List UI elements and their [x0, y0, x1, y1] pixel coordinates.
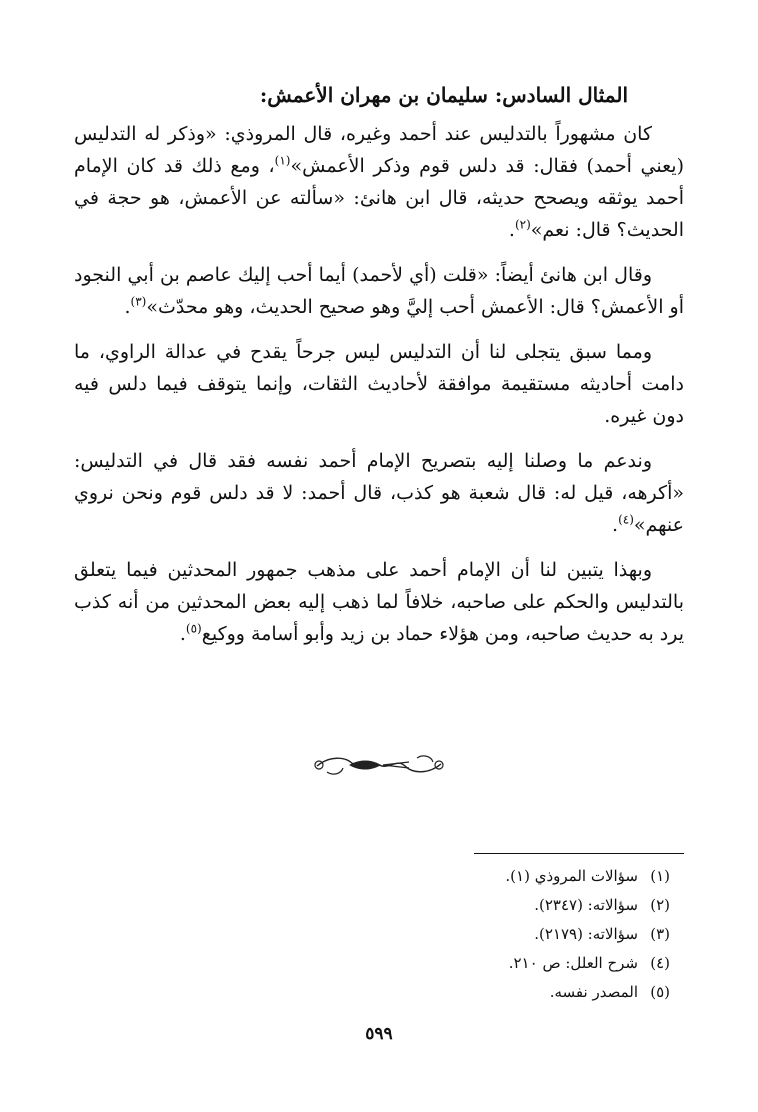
footnote-number: (٤) — [650, 954, 670, 972]
footnote-item — [370, 949, 670, 978]
footnote-number: (٢) — [650, 896, 670, 914]
footnote-number: (٣) — [650, 925, 670, 943]
paragraph-text: وقال ابن هانئ أيضاً: «قلت (أي لأحمد) أيما أحب إليك عاصم بن أبي النجود أو الأعمش؟ قال: الأعمش أحب إليَّ وهو صحيح الحديث، وهو محدّث» — [74, 264, 684, 318]
footnote-text: شرح العلل: ص ٢١٠. — [508, 954, 638, 972]
paragraph-text: ومما سبق يتجلى لنا أن التدليس ليس جرحاً يقدح في عدالة الراوي، ما دامت أحاديثه مستقيمة موافقة لأحاديث الثقات، وإنما يتوقف فيما دلس فيه دون غيره. — [74, 341, 684, 427]
footnote-item — [370, 891, 670, 920]
footnote-ref[interactable]: (١) — [274, 153, 291, 168]
footnote-text: سؤالاته: (٢٣٤٧). — [534, 896, 638, 914]
footnote-item — [370, 920, 670, 949]
page-number: ٥٩٩ — [365, 1024, 393, 1044]
footnote-item — [370, 978, 670, 1007]
paragraph-text: كان مشهوراً بالتدليس عند أحمد وغيره، قال المروذي: «وذكر له التدليس (يعني أحمد) فقال: قد دلس قوم وذكر الأعمش» — [74, 123, 684, 177]
paragraph — [74, 445, 684, 541]
paragraph — [74, 118, 684, 246]
ornament-graphic — [309, 750, 449, 780]
footnote-item — [370, 862, 670, 891]
main-text — [74, 80, 684, 663]
paragraph-end: . — [179, 623, 186, 645]
section-heading: المثال السادس: سليمان بن مهران الأعمش: — [259, 83, 628, 107]
footnote-text: سؤالات المروذي (١). — [505, 867, 638, 885]
footnotes — [370, 862, 670, 1007]
paragraph — [74, 554, 684, 650]
footnote-ref[interactable]: (٥) — [185, 621, 202, 636]
footnote-separator — [474, 853, 684, 854]
paragraph-end: . — [612, 514, 619, 536]
footnote-text: سؤالاته: (٢١٧٩). — [534, 925, 638, 943]
paragraph — [74, 259, 684, 323]
paragraph-text: وبهذا يتبين لنا أن الإمام أحمد على مذهب جمهور المحدثين فيما يتعلق بالتدليس والحكم على صاحبه، خلافاً لما ذهب إليه بعض المحدثين من أنه كذب يرد به حديث صاحبه، ومن هؤلاء حماد بن زيد وأبو أسامة ووكيع — [74, 559, 684, 645]
footnote-ref[interactable]: (٤) — [618, 512, 634, 527]
footnote-ref[interactable]: (٢) — [514, 217, 531, 232]
footnote-number: (٥) — [650, 983, 670, 1001]
footnote-number: (١) — [650, 867, 670, 885]
decorative-divider-icon — [0, 750, 758, 780]
paragraph-end: . — [124, 296, 131, 318]
footnote-text: المصدر نفسه. — [549, 983, 638, 1001]
paragraph-text: وندعم ما وصلنا إليه بتصريح الإمام أحمد نفسه فقد قال في التدليس: «أكرهه، قيل له: قال شعبة هو كذب، قال أحمد: لا قد دلس قوم ونحن نروي عنهم» — [74, 450, 684, 536]
paragraph-text: ، ومع ذلك قد كان الإمام أحمد يوثقه ويصحح حديثه، قال ابن هانئ: «سألته عن الأعمش، هو حجة في الحديث؟ قال: نعم» — [74, 155, 684, 241]
paragraph — [74, 336, 684, 432]
footnote-ref[interactable]: (٣) — [130, 294, 147, 309]
paragraph-end: . — [508, 219, 515, 241]
